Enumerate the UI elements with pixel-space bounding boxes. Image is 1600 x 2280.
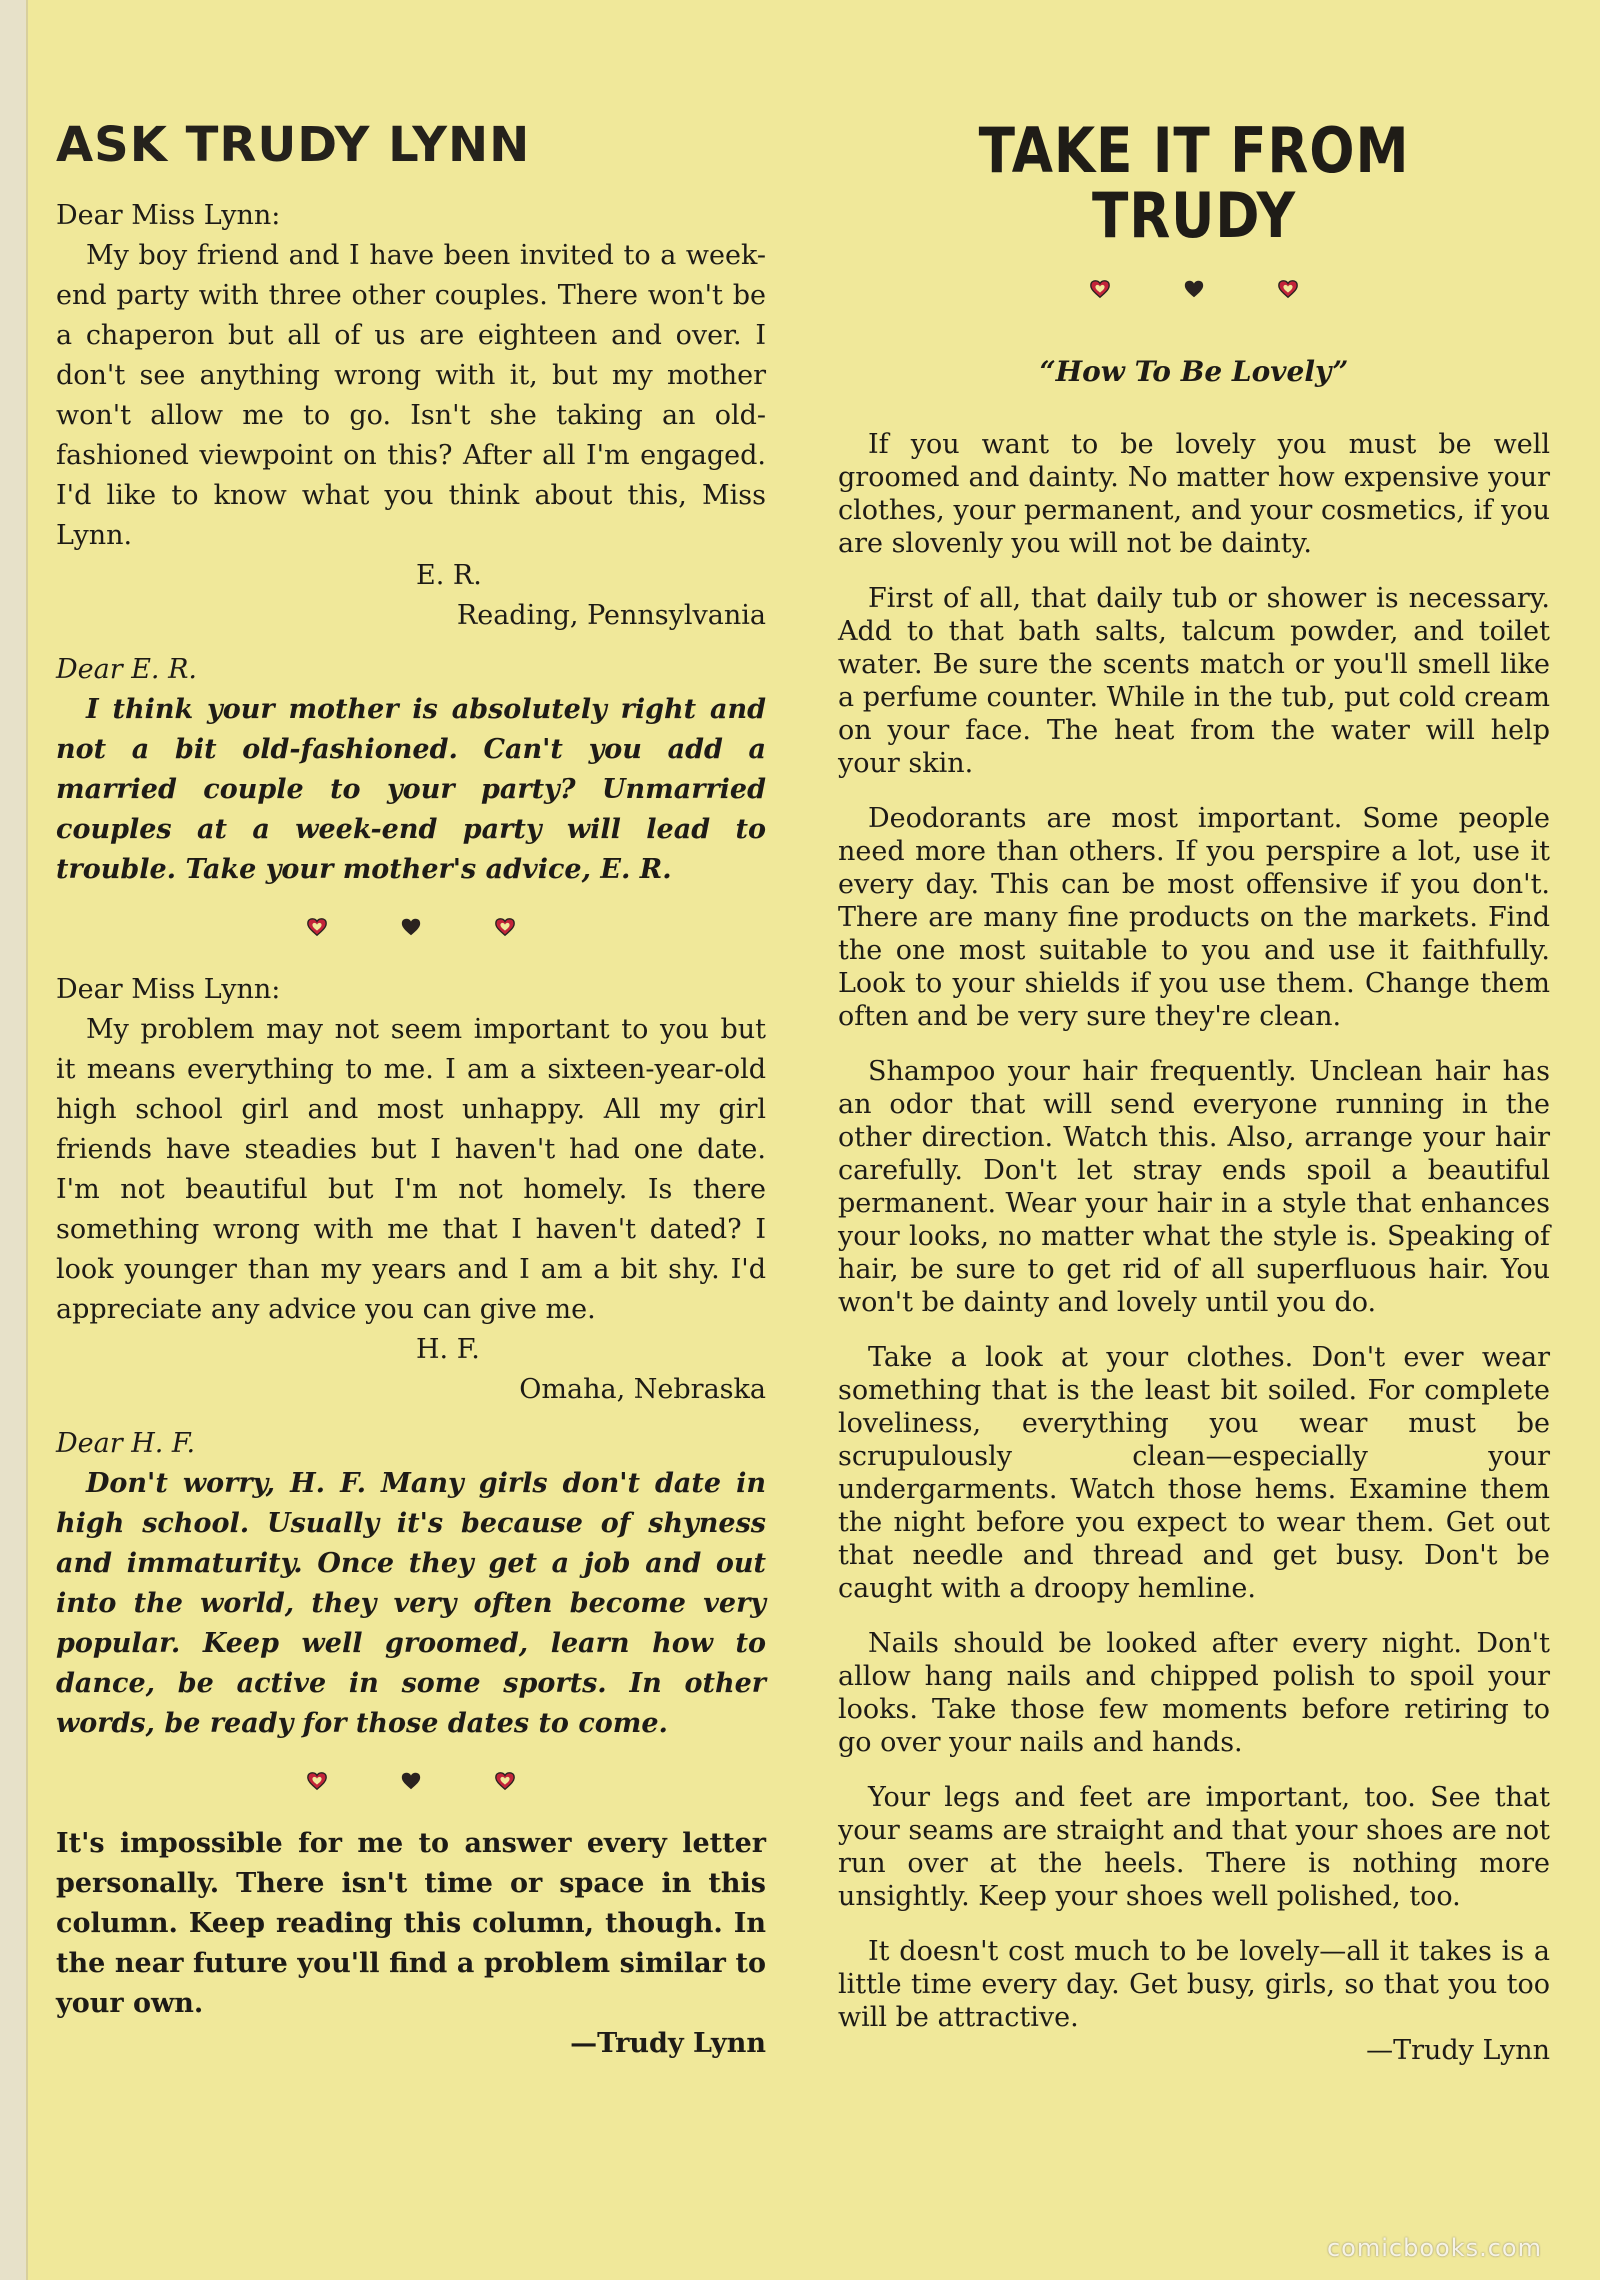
heart-divider bbox=[838, 278, 1550, 300]
heart-outline-icon bbox=[1089, 278, 1111, 300]
heart-outline-icon bbox=[494, 916, 516, 938]
reply-body: Don't worry, H. F. Many girls don't date in high school. Usually it's because of shyness and immaturity. Once they get a job and out into the world, they very often become very popular. Keep well groomed, learn how to dance, be active in some sports. In other words, be ready for those dates to come. bbox=[56, 1468, 766, 1740]
article-paragraph: Shampoo your hair frequently. Unclean hair has an odor that will send everyone running in the other direction. Watch this. Also, arrange your hair carefully. Don't let stray ends spoil a beautiful permanent. Wear your hair in a style that enhances your looks, no matter what the style is. Speaking of hair, be sure to get rid of all superfluous hair. You won't be dainty and lovely until you do. bbox=[838, 1056, 1550, 1319]
heart-solid-icon bbox=[1183, 278, 1205, 300]
watermark-logo: comicbooks.com bbox=[1326, 2234, 1542, 2262]
reply-body: I think your mother is absolutely right and not a bit old-fashioned. Can't you add a married couple to your party? Unmarried couples at a week-end party will lead to trouble. Take your mother's advice, E. R. bbox=[56, 694, 766, 886]
heart-outline-icon bbox=[494, 1770, 516, 1792]
article-paragraph: First of all, that daily tub or shower is necessary. Add to that bath salts, talcum powder, and toilet water. Be sure the scents match or you'll smell like a perfume counter. While in the tub, put cold cream on your face. The heat from the water will help your skin. bbox=[838, 583, 1550, 780]
letter-place: Omaha, Nebraska bbox=[519, 1374, 766, 1406]
page-edge bbox=[0, 0, 28, 2280]
beauty-column bbox=[838, 100, 1550, 2067]
heart-outline-icon bbox=[306, 1770, 328, 1792]
article-paragraph: Your legs and feet are important, too. See that your seams are straight and that your shoes are not run over at the heels. There is nothing more unsightly. Keep your shoes well polished, too. bbox=[838, 1782, 1550, 1913]
article-paragraph: Take a look at your clothes. Don't ever wear something that is the least bit soiled. For complete loveliness, everything you wear must be scrupulously clean—especially your undergarments. Watch those hems. Examine them the night before you expect to wear them. Get out that needle and thread and get busy. Don't be caught with a droopy hemline. bbox=[838, 1342, 1550, 1605]
article-paragraph: It doesn't cost much to be lovely—all it takes is a little time every day. Get busy, girls, so that you too will be attractive. bbox=[838, 1936, 1550, 2034]
article-subtitle: “How To Be Lovely” bbox=[1039, 355, 1349, 389]
article-paragraph: Deodorants are most important. Some people need more than others. If you perspire a lot, use it every day. This can be most offensive if you don't. There are many fine products on the markets. Find the one most suitable to you and use it faithfully. Look to your shields if you use them. Change them often and be very sure they're clean. bbox=[838, 803, 1550, 1033]
column-title: TAKE IT FROM TRUDY bbox=[978, 114, 1410, 253]
heart-divider bbox=[56, 1770, 766, 1792]
article-paragraph: Nails should be looked after every night. Don't allow hang nails and chipped polish to spoil your looks. Take those few moments before retiring to go over your nails and hands. bbox=[838, 1628, 1550, 1759]
reply-salutation: Dear H. F. bbox=[56, 1428, 196, 1460]
column-notice: It's impossible for me to answer every letter personally. There isn't time or space in this column. Keep reading this column, though. In the near future you'll find a problem similar to your own. bbox=[56, 1828, 766, 2020]
article-paragraph: If you want to be lovely you must be well groomed and dainty. No matter how expensive your clothes, your permanent, and your cosmetics, if you are slovenly you will not be dainty. bbox=[838, 429, 1550, 560]
reply-salutation: Dear E. R. bbox=[56, 654, 197, 686]
article-signature: —Trudy Lynn bbox=[1366, 2035, 1550, 2067]
advice-column bbox=[56, 100, 766, 2064]
heart-solid-icon bbox=[400, 916, 422, 938]
letter-body: My boy friend and I have been invited to a week-end party with three other couples. There won't be a chaperon but all of us are eighteen and over. I don't see anything wrong with it, but my mother won't allow me to go. Isn't she taking an old-fashioned viewpoint on this? After all I'm engaged. I'd like to know what you think about this, Miss Lynn. bbox=[56, 240, 766, 552]
letter-salutation: Dear Miss Lynn: bbox=[56, 200, 281, 232]
letter-body: My problem may not seem important to you but it means everything to me. I am a sixteen-year-old high school girl and most unhappy. All my girl friends have steadies but I haven't had one date. I'm not beautiful but I'm not homely. Is there something wrong with me that I haven't dated? I look younger than my years and I am a bit shy. I'd appreciate any advice you can give me. bbox=[56, 1014, 766, 1326]
column-signature: —Trudy Lynn bbox=[570, 2028, 766, 2060]
letter-salutation: Dear Miss Lynn: bbox=[56, 974, 281, 1006]
heart-divider bbox=[56, 916, 766, 938]
letter-initials: E. R. bbox=[416, 560, 482, 592]
letter-place: Reading, Pennsylvania bbox=[456, 600, 766, 632]
heart-outline-icon bbox=[1277, 278, 1299, 300]
heart-outline-icon bbox=[306, 916, 328, 938]
heart-solid-icon bbox=[400, 1770, 422, 1792]
letter-initials: H. F. bbox=[416, 1334, 480, 1366]
column-title: ASK TRUDY LYNN bbox=[56, 117, 531, 173]
